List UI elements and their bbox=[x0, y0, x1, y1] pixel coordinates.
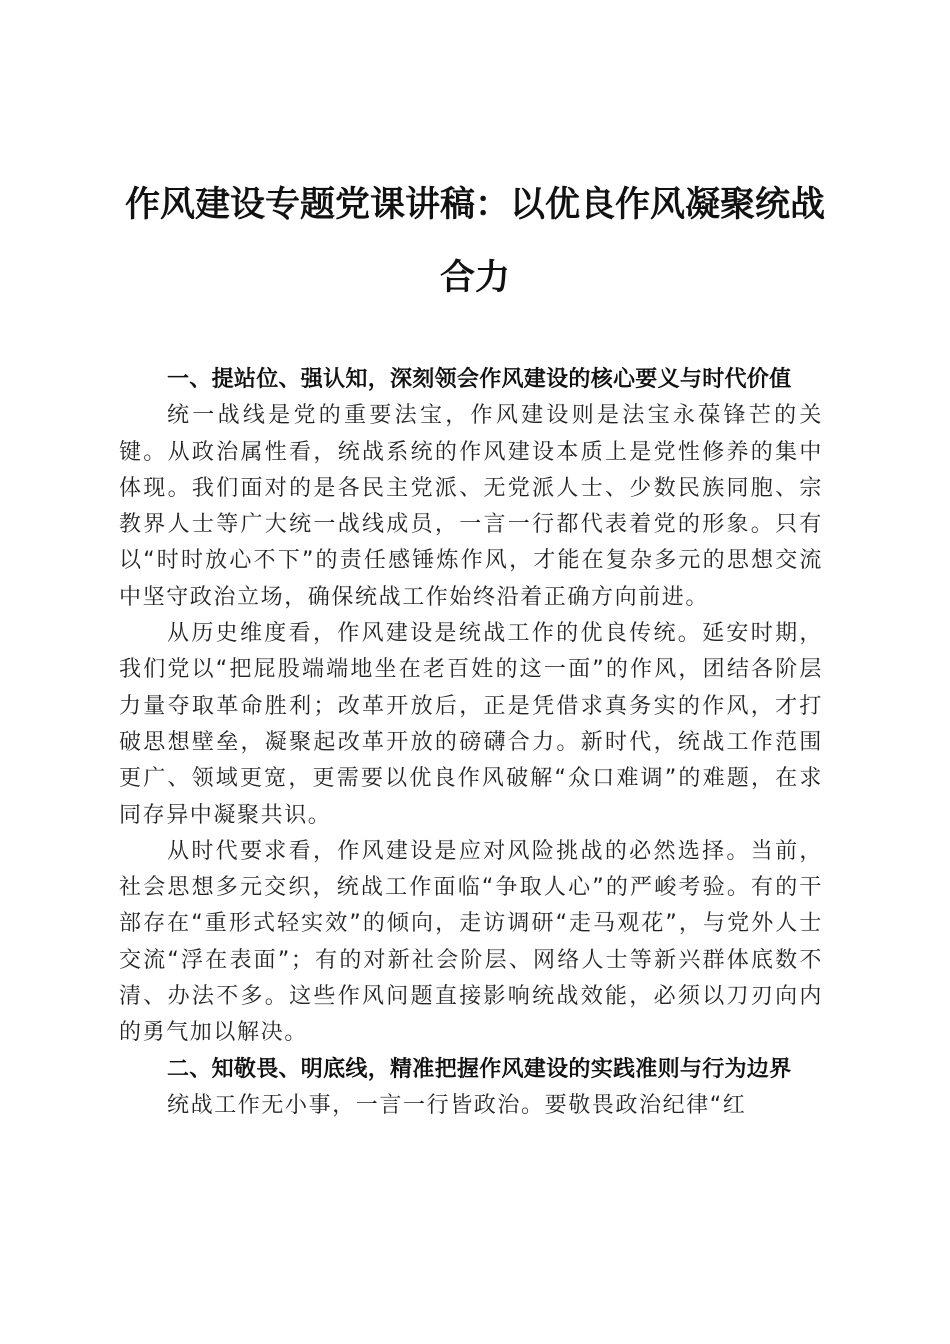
section-1 bbox=[119, 362, 823, 1052]
paragraph: 统战工作无小事，一言一行皆政治。要敬畏政治纪律“红 bbox=[167, 1092, 747, 1118]
paragraph: 从时代要求看，作风建设是应对风险挑战的必然选择。当前，社会思想多元交织，统战工作面临“争取人心”的严峻考验。有的干部存在“重形式轻实效”的倾向，走访调研“走马观花”，与党外人士交流“浮在表面”；有的对新社会阶层、网络人士等新兴群体底数不清、办法不多。这些作风问题直接影响统战效能，必须以刀刃向内的勇气加以解决。 bbox=[119, 838, 823, 1046]
document-title: 作风建设专题党课讲稿：以优良作风凝聚统战合力 bbox=[124, 184, 825, 298]
paragraph: 统一战线是党的重要法宝，作风建设则是法宝永葆锋芒的关键。从政治属性看，统战系统的作风建设本质上是党性修养的集中体现。我们面对的是各民主党派、无党派人士、少数民族同胞、宗教界人士等广大统一战线成员，一言一行都代表着党的形象。只有以“时时放心不下”的责任感锤炼作风，才能在复杂多元的思想交流中坚守政治立场，确保统战工作始终沿着正确方向前进。 bbox=[119, 403, 823, 610]
section-2 bbox=[119, 1052, 823, 1125]
document-body bbox=[119, 362, 823, 1124]
paragraph: 从历史维度看，作风建设是统战工作的优良传统。延安时期，我们党以“把屁股端端地坐在老百姓的这一面”的作风，团结各阶层力量夺取革命胜利；改革开放后，正是凭借求真务实的作风，才打破思想壁垒，凝聚起改革开放的磅礴合力。新时代，统战工作范围更广、领域更宽，更需要以优良作风破解“众口难调”的难题，在求同存异中凝聚共识。 bbox=[119, 621, 823, 828]
section-heading: 二、知敬畏、明底线，精准把握作风建设的实践准则与行为边界 bbox=[167, 1056, 792, 1082]
section-heading: 一、提站位、强认知，深刻领会作风建设的核心要义与时代价值 bbox=[167, 367, 792, 392]
